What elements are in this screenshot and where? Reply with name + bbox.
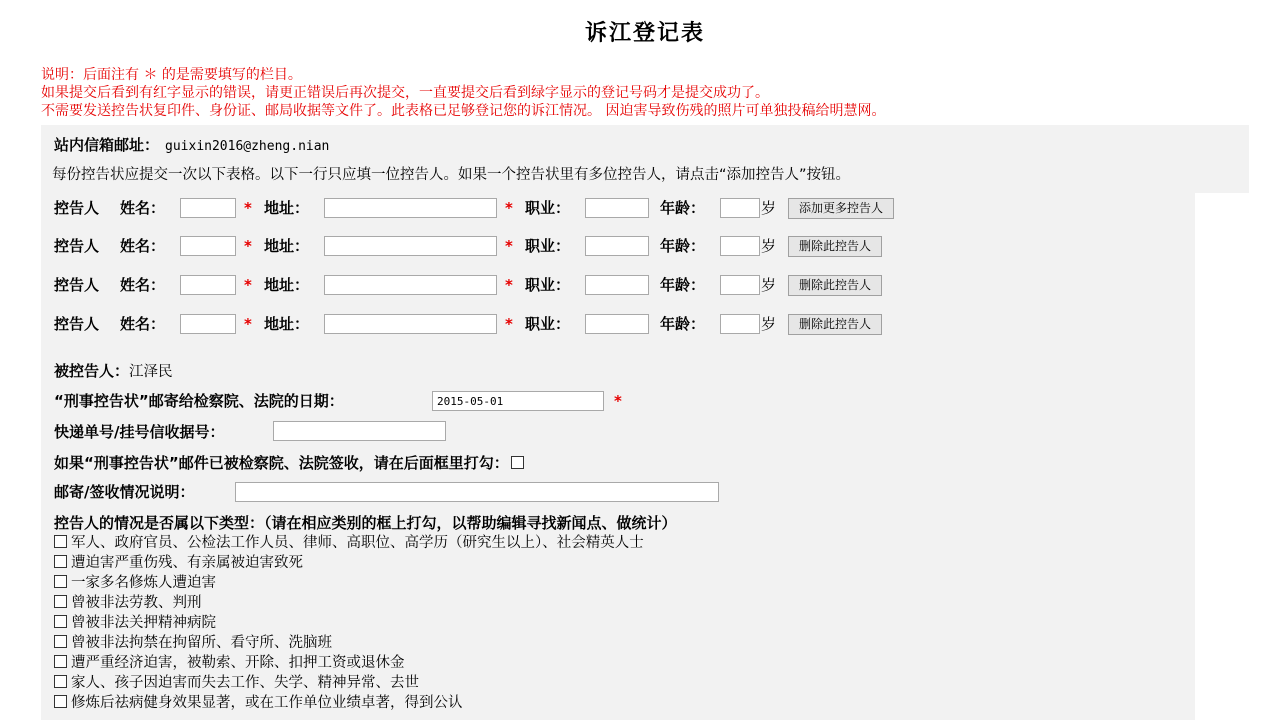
category-label: 一家多名修炼人遭迫害: [71, 575, 216, 591]
occupation-input[interactable]: [585, 236, 649, 256]
required-star: *: [244, 276, 252, 294]
list-item: [54, 553, 644, 573]
defendant-label: 被控告人：: [54, 362, 130, 380]
age-input[interactable]: [720, 198, 760, 218]
age-label: 年龄：: [660, 237, 706, 255]
mail-date-input[interactable]: [432, 391, 604, 411]
email-row: [54, 134, 329, 155]
category-checkbox[interactable]: [54, 595, 67, 608]
mail-note-input[interactable]: [235, 482, 719, 502]
page-title: 诉江登记表: [584, 20, 705, 46]
name-input[interactable]: [180, 314, 236, 334]
panel-edge: [1195, 193, 1255, 720]
category-checkbox[interactable]: [54, 555, 67, 568]
name-input[interactable]: [180, 236, 236, 256]
category-checkbox[interactable]: [54, 615, 67, 628]
name-input[interactable]: [180, 198, 236, 218]
name-label: 姓名：: [120, 276, 166, 294]
address-input[interactable]: [324, 198, 497, 218]
required-star: *: [505, 199, 513, 217]
occupation-input[interactable]: [585, 275, 649, 295]
category-label: 曾被非法关押精神病院: [71, 615, 216, 631]
address-label: 地址：: [264, 199, 310, 217]
category-checkbox[interactable]: [54, 575, 67, 588]
category-label: 军人、政府官员、公检法工作人员、律师、高职位、高学历（研究生以上）、社会精英人士: [71, 535, 644, 551]
name-label: 姓名：: [120, 315, 166, 333]
form-instruction: 每份控告状应提交一次以下表格。以下一行只应填一位控告人。如果一个控告状里有多位控告人，请点击“添加控告人”按钮。: [52, 167, 851, 183]
complainant-label: 控告人: [54, 276, 100, 294]
name-input[interactable]: [180, 275, 236, 295]
delete-complainant-button[interactable]: 删除此控告人: [788, 236, 882, 257]
address-label: 地址：: [264, 315, 310, 333]
email-value: guixin2016@zheng.nian: [165, 139, 330, 154]
required-star: *: [244, 199, 252, 217]
mail-note-label: 邮寄/签收情况说明：: [54, 483, 195, 501]
category-label: 曾被非法劳教、判刑: [71, 595, 202, 611]
list-item: [54, 633, 644, 653]
occupation-input[interactable]: [585, 198, 649, 218]
age-unit: 岁: [761, 199, 777, 217]
category-label: 修炼后祛病健身效果显著，或在工作单位业绩卓著，得到公认: [71, 695, 463, 711]
tracking-row: [54, 421, 224, 443]
mail-date-label: “刑事控告状”邮寄给检察院、法院的日期：: [54, 392, 344, 410]
list-item: [54, 693, 644, 713]
signed-row: [54, 452, 524, 473]
list-item: [54, 573, 644, 593]
address-input[interactable]: [324, 236, 497, 256]
occupation-label: 职业：: [525, 199, 571, 217]
list-item: [54, 673, 644, 693]
age-unit: 岁: [761, 315, 777, 333]
instructions-notes: [41, 66, 1272, 120]
complainant-label: 控告人: [54, 199, 100, 217]
category-label: 遭严重经济迫害，被勒索、开除、扣押工资或退休金: [71, 655, 405, 671]
address-label: 地址：: [264, 237, 310, 255]
address-input[interactable]: [324, 314, 497, 334]
category-checkbox[interactable]: [54, 535, 67, 548]
category-label: 遭迫害严重伤残、有亲属被迫害致死: [71, 555, 303, 571]
category-label: 家人、孩子因迫害而失去工作、失学、精神异常、去世: [71, 675, 419, 691]
age-label: 年龄：: [660, 315, 706, 333]
email-label: 站内信箱邮址：: [54, 136, 160, 154]
category-checklist: [54, 533, 644, 713]
complainant-label: 控告人: [54, 315, 100, 333]
category-heading-text: 控告人的情况是否属以下类型：（请在相应类别的框上打勾，以帮助编辑寻找新闻点、做统计）: [54, 514, 677, 532]
defendant-row: [54, 360, 173, 381]
mail-date-row: [54, 390, 622, 412]
name-label: 姓名：: [120, 199, 166, 217]
note-line: 说明：后面注有 ＊ 的是需要填写的栏目。: [41, 67, 302, 83]
required-star: *: [505, 276, 513, 294]
category-heading: [54, 512, 677, 533]
occupation-label: 职业：: [525, 276, 571, 294]
required-star: *: [505, 315, 513, 333]
age-input[interactable]: [720, 275, 760, 295]
category-checkbox[interactable]: [54, 675, 67, 688]
complainant-label: 控告人: [54, 237, 100, 255]
tracking-input[interactable]: [273, 421, 446, 441]
defendant-value: 江泽民: [129, 364, 173, 380]
age-unit: 岁: [761, 276, 777, 294]
occupation-label: 职业：: [525, 237, 571, 255]
note-line: 不需要发送控告状复印件、身份证、邮局收据等文件了。此表格已足够登记您的诉江情况。 因迫害导致伤残的照片可单独投稿给明慧网。: [41, 103, 886, 119]
name-label: 姓名：: [120, 237, 166, 255]
list-item: [54, 593, 644, 613]
category-checkbox[interactable]: [54, 635, 67, 648]
delete-complainant-button[interactable]: 删除此控告人: [788, 275, 882, 296]
occupation-input[interactable]: [585, 314, 649, 334]
age-input[interactable]: [720, 236, 760, 256]
category-checkbox[interactable]: [54, 695, 67, 708]
delete-complainant-button[interactable]: 删除此控告人: [788, 314, 882, 335]
category-label: 曾被非法拘禁在拘留所、看守所、洗脑班: [71, 635, 332, 651]
age-input[interactable]: [720, 314, 760, 334]
list-item: [54, 653, 644, 673]
list-item: [54, 613, 644, 633]
mail-note-row: [54, 481, 194, 503]
note-line: 如果提交后看到有红字显示的错误，请更正错误后再次提交，一直要提交后看到绿字显示的登记号码才是提交成功了。: [41, 85, 769, 101]
required-star: *: [244, 315, 252, 333]
required-star: *: [614, 392, 622, 410]
list-item: [54, 533, 644, 553]
category-checkbox[interactable]: [54, 655, 67, 668]
signed-checkbox[interactable]: [511, 456, 524, 469]
address-input[interactable]: [324, 275, 497, 295]
add-complainant-button[interactable]: 添加更多控告人: [788, 198, 894, 219]
age-unit: 岁: [761, 237, 777, 255]
age-label: 年龄：: [660, 199, 706, 217]
tracking-label: 快递单号/挂号信收据号：: [54, 423, 225, 441]
required-star: *: [505, 237, 513, 255]
required-star: *: [244, 237, 252, 255]
age-label: 年龄：: [660, 276, 706, 294]
address-label: 地址：: [264, 276, 310, 294]
occupation-label: 职业：: [525, 315, 571, 333]
signed-label: 如果“刑事控告状”邮件已被检察院、法院签收，请在后面框里打勾：: [54, 454, 509, 472]
